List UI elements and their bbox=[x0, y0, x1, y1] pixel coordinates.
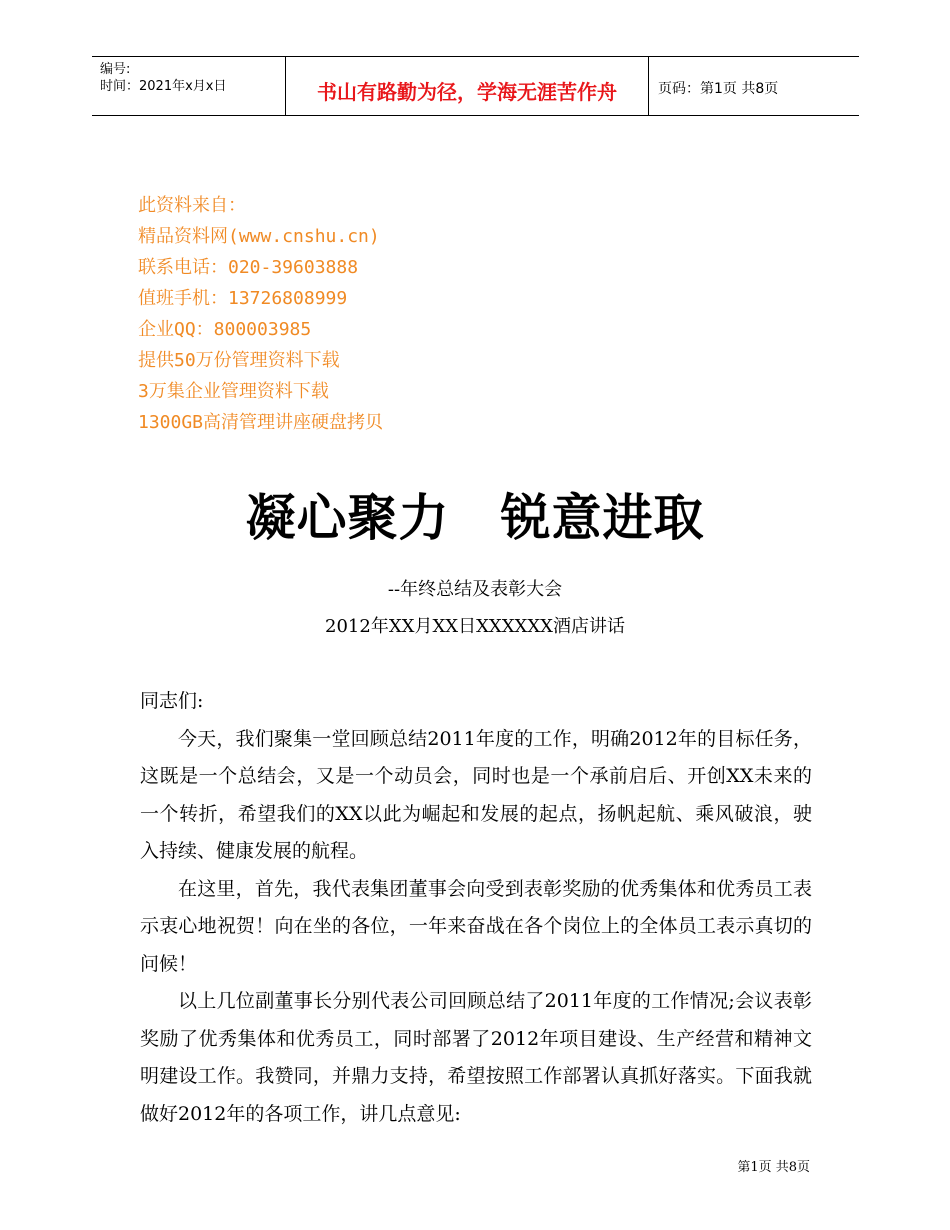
source-info-block bbox=[138, 190, 383, 438]
source-line: 企业QQ：800003985 bbox=[138, 319, 312, 340]
source-line: 1300GB高清管理讲座硬盘拷贝 bbox=[138, 412, 384, 433]
page-footer: 第1页 共8页 bbox=[737, 1160, 810, 1175]
body-paragraph: 今天，我们聚集一堂回顾总结2011年度的工作，明确2012年的目标任务，这既是一个总结会，又是一个动员会，同时也是一个承前启后、开创XX未来的一个转折，希望我们的XX以此为崛起和发展的起点，扬帆起航、乘风破浪，驶入持续、健康发展的航程。 bbox=[140, 727, 812, 862]
source-line: 值班手机：13726808999 bbox=[138, 288, 348, 309]
header-divider-right bbox=[648, 57, 649, 115]
source-line: 3万集企业管理资料下载 bbox=[138, 381, 329, 402]
document-date-line: 2012年XX月XX日XXXXXX酒店讲话 bbox=[325, 616, 625, 637]
header-meta bbox=[100, 61, 226, 95]
document-body bbox=[140, 683, 812, 1133]
header-page-info: 页码：第1页 共8页 bbox=[658, 81, 779, 97]
source-line: 联系电话：020-39603888 bbox=[138, 257, 359, 278]
greeting: 同志们: bbox=[140, 690, 204, 712]
body-paragraph: 以上几位副董事长分别代表公司回顾总结了2011年度的工作情况;会议表彰奖励了优秀集体和优秀员工，同时部署了2012年项目建设、生产经营和精神文明建设工作。我赞同，并鼎力支持，希望按照工作部署认真抓好落实。下面我就做好2012年的各项工作，讲几点意见: bbox=[140, 990, 812, 1125]
source-line: 提供50万份管理资料下载 bbox=[138, 350, 340, 371]
document-number-label: 编号: bbox=[100, 62, 131, 77]
document-time-label: 时间：2021年x月x日 bbox=[100, 79, 227, 94]
header-motto: 书山有路勤为径，学海无涯苦作舟 bbox=[317, 80, 617, 104]
source-line: 精品资料网(www.cnshu.cn) bbox=[138, 226, 380, 247]
source-line: 此资料来自： bbox=[138, 195, 246, 216]
body-paragraph: 在这里，首先，我代表集团董事会向受到表彰奖励的优秀集体和优秀员工表示衷心地祝贺！向在坐的各位，一年来奋战在各个岗位上的全体员工表示真切的问候！ bbox=[140, 877, 812, 975]
document-title: 凝心聚力 锐意进取 bbox=[245, 488, 705, 547]
page-header bbox=[92, 56, 859, 116]
document-subtitle: --年终总结及表彰大会 bbox=[387, 579, 563, 600]
